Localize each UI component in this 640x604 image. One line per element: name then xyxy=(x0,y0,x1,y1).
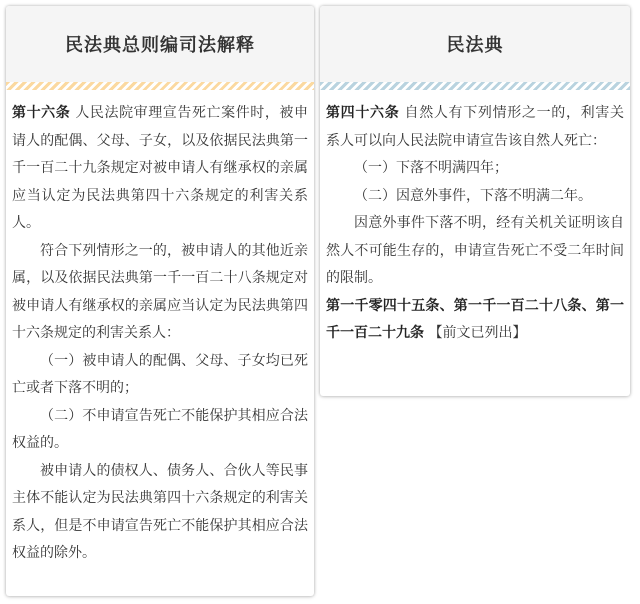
article-paragraph xyxy=(326,100,624,155)
header-divider-stripe xyxy=(6,82,314,90)
list-item: （二）因意外事件，下落不明满二年。 xyxy=(354,187,592,204)
paragraph-text: 因意外事件下落不明，经有关机关证明该自然人不可能生存的，申请宣告死亡不受二年时间的限制。 xyxy=(326,215,624,286)
list-item: （一）下落不明满四年； xyxy=(354,160,508,176)
card-title: 民法典 xyxy=(320,6,630,82)
card-title: 民法典总则编司法解释 xyxy=(6,6,314,82)
judicial-interpretation-card xyxy=(6,6,314,596)
article-number: 第十六条 xyxy=(12,105,71,121)
list-item: （一）被申请人的配偶、父母、子女均已死亡或者下落不明的； xyxy=(12,352,308,396)
list-item: （二）不申请宣告死亡不能保护其相应合法权益的。 xyxy=(12,407,308,451)
reference-note: 【前文已列出】 xyxy=(424,325,527,341)
article-paragraph xyxy=(12,100,308,238)
civil-code-card xyxy=(320,6,630,396)
reference-paragraph xyxy=(326,293,624,348)
paragraph-text: 人民法院审理宣告死亡案件时，被申请人的配偶、父母、子女，以及依据民法典第一千一百二十九条规定对被申请人有继承权的亲属应当认定为民法典第四十六条规定的利害关系人。 xyxy=(12,105,308,231)
article-number: 第四十六条 xyxy=(326,105,400,121)
card-body xyxy=(6,90,314,568)
paragraph-text: 自然人有下列情形之一的，利害关系人可以向人民法院申请宣告该自然人死亡： xyxy=(326,105,625,149)
card-body xyxy=(320,90,630,348)
paragraph-text: 符合下列情形之一的，被申请人的其他近亲属，以及依据民法典第一千一百二十八条规定对被申请人有继承权的亲属应当认定为民法典第四十六条规定的利害关系人： xyxy=(12,242,308,341)
paragraph-text: 被申请人的债权人、债务人、合伙人等民事主体不能认定为民法典第四十六条规定的利害关系人，但是不申请宣告死亡不能保护其相应合法权益的除外。 xyxy=(12,462,308,561)
reference-articles: 第一千零四十五条、第一千一百二十八条、第一千一百二十九条 xyxy=(326,297,624,341)
header-divider-stripe xyxy=(320,82,630,90)
